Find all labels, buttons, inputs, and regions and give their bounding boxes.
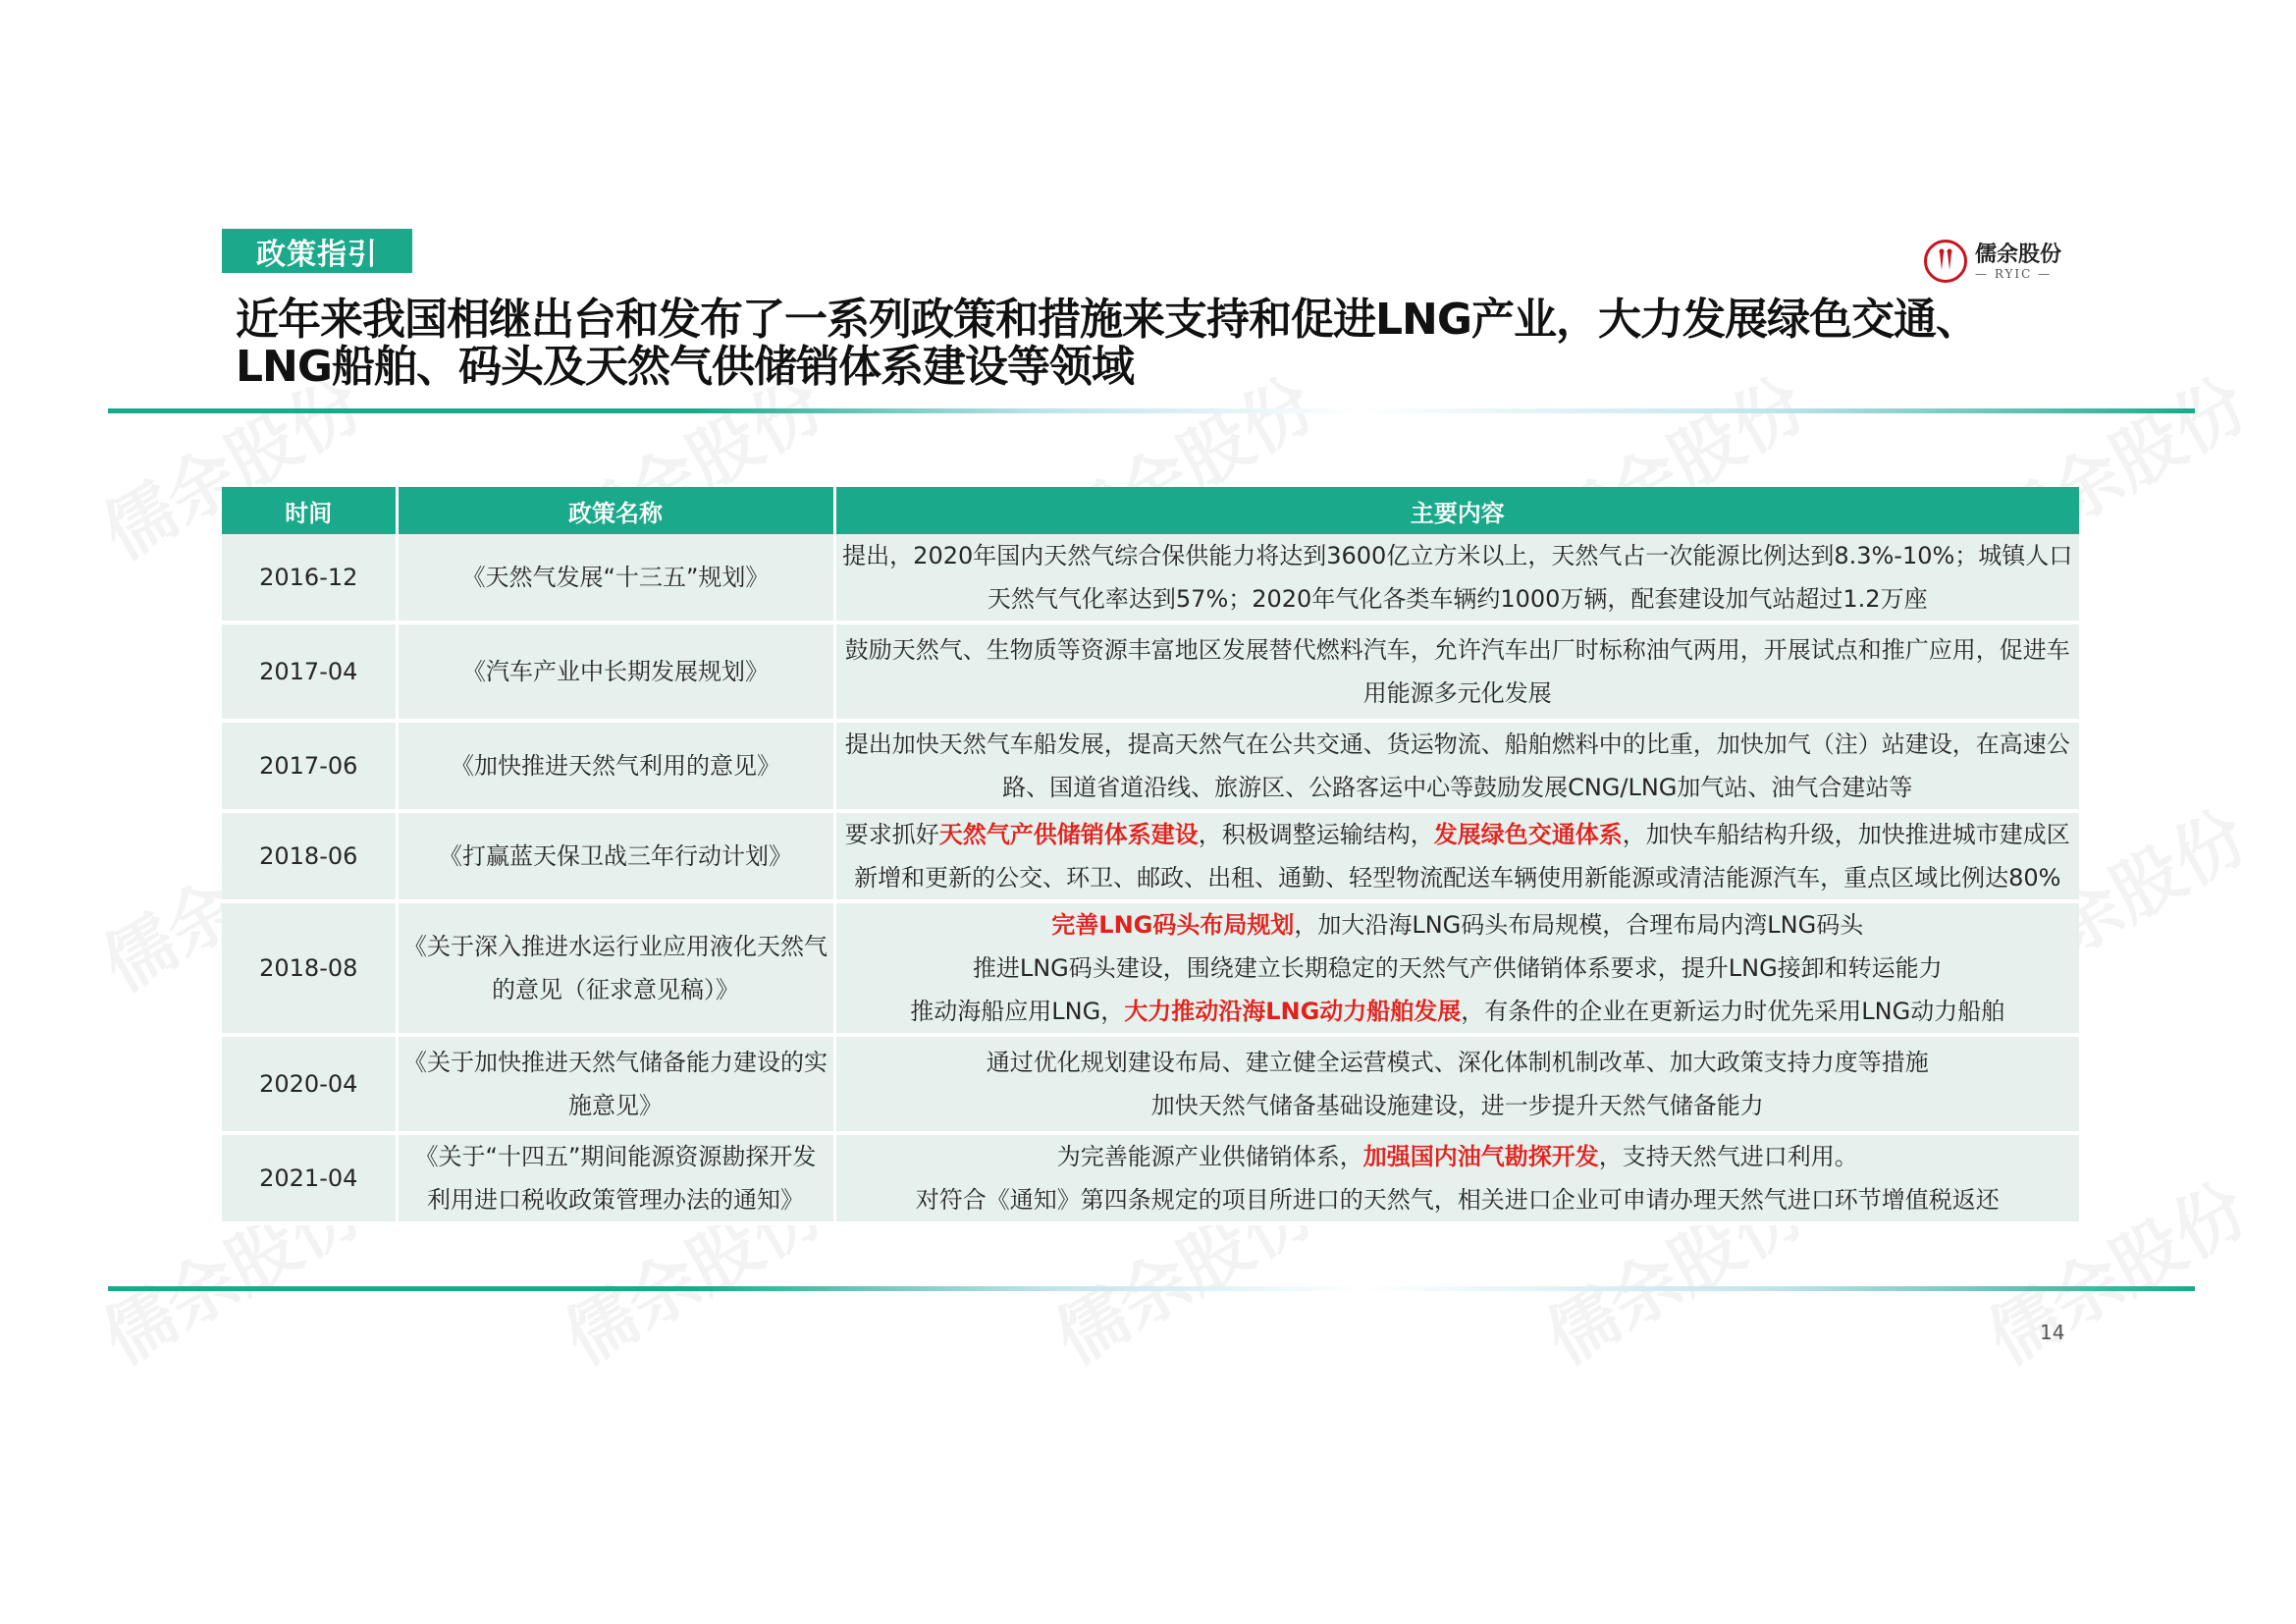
cell-policy-name: [397, 1133, 834, 1223]
cell-date: 2020-04: [222, 1035, 397, 1133]
cell-policy-name: [397, 721, 834, 811]
content-text: 用能源多元化发展: [1362, 679, 1552, 707]
content-line: [840, 1135, 2076, 1178]
policy-name-line: 《关于“十四五”期间能源资源勘探开发: [414, 1143, 817, 1170]
content-line: [840, 856, 2076, 899]
content-text: ，积极调整运输结构，: [1198, 821, 1434, 848]
content-text: ，支持天然气进口利用。: [1598, 1143, 1858, 1170]
table-row: [222, 721, 2079, 811]
cell-content: [834, 811, 2079, 901]
content-text: 提出加快天然气车船发展，提高天然气在公共交通、货运物流、船舶燃料中的比重，加快加气（注）站建设，在高速公: [844, 731, 2070, 758]
top-divider: [108, 408, 2195, 413]
highlighted-text: 加强国内油气勘探开发: [1362, 1143, 1599, 1170]
cell-content: [834, 901, 2079, 1035]
cell-date: 2016-12: [222, 534, 397, 623]
bottom-divider: [108, 1286, 2195, 1291]
policy-name-line: 利用进口税收政策管理办法的通知》: [427, 1186, 804, 1214]
content-text: 天然气气化率达到57%；2020年气化各类车辆约1000万辆，配套建设加气站超过1.2万座: [987, 585, 1928, 613]
cell-content: [834, 623, 2079, 721]
content-text: 推动海船应用LNG，: [910, 998, 1125, 1025]
cell-date: 2021-04: [222, 1133, 397, 1223]
content-text: 通过优化规划建设布局、建立健全运营模式、深化体制机制改革、加大政策支持力度等措施: [986, 1049, 1929, 1076]
content-line: [840, 990, 2076, 1033]
content-text: ，加快车船结构升级，加快推进城市建成区: [1622, 821, 2070, 848]
content-text: 对符合《通知》第四条规定的项目所进口的天然气，相关进口企业可申请办理天然气进口环节增值税返还: [915, 1186, 2000, 1214]
content-text: ，加大沿海LNG码头布局规模，合理布局内湾LNG码头: [1294, 911, 1864, 939]
table-row: [222, 1133, 2079, 1223]
table-row: [222, 1035, 2079, 1133]
cell-policy-name: [397, 534, 834, 623]
table-row: [222, 811, 2079, 901]
table-row: [222, 623, 2079, 721]
content-text: 鼓励天然气、生物质等资源丰富地区发展替代燃料汽车，允许汽车出厂时标称油气两用，开展试点和推广应用，促进车: [844, 636, 2070, 664]
cell-policy-name: [397, 1035, 834, 1133]
cell-content: [834, 1133, 2079, 1223]
policy-name-line: 《打赢蓝天保卫战三年行动计划》: [439, 842, 792, 870]
cell-policy-name: [397, 901, 834, 1035]
cell-date: 2017-06: [222, 721, 397, 811]
content-line: [840, 534, 2076, 577]
content-line: [840, 813, 2076, 856]
content-line: [840, 723, 2076, 766]
cell-date: 2017-04: [222, 623, 397, 721]
content-text: 路、国道省道沿线、旅游区、公路客运中心等鼓励发展CNG/LNG加气站、油气合建站等: [1002, 774, 1913, 801]
content-line: [840, 672, 2076, 715]
title-line-2: LNG船舶、码头及天然气供储销体系建设等领域: [236, 342, 1134, 392]
policy-name-line: 的意见（征求意见稿）》: [492, 976, 739, 1003]
cell-policy-name: [397, 811, 834, 901]
policy-name-line: 《加快推进天然气利用的意见》: [451, 752, 780, 780]
logo-subtitle: — RYIC —: [1975, 267, 2053, 281]
content-text: ，有条件的企业在更新运力时优先采用LNG动力船舶: [1461, 998, 2005, 1025]
content-line: [840, 1084, 2076, 1127]
cell-policy-name: [397, 623, 834, 721]
content-line: [840, 577, 2076, 621]
content-line: [840, 766, 2076, 809]
highlighted-text: 大力推动沿海LNG动力船舶发展: [1124, 998, 1462, 1025]
policy-name-line: 《关于加快推进天然气储备能力建设的实: [403, 1049, 828, 1076]
content-line: [840, 628, 2076, 672]
content-line: [840, 1178, 2076, 1221]
policy-table: [222, 487, 2079, 1225]
content-text: 提出，2020年国内天然气综合保供能力将达到3600亿立方米以上，天然气占一次能源比例达到8.3%-10%；城镇人口: [842, 542, 2073, 569]
content-text: 为完善能源产业供储销体系，: [1056, 1143, 1363, 1170]
cell-date: 2018-06: [222, 811, 397, 901]
page-number: 14: [2040, 1321, 2065, 1344]
content-line: [840, 947, 2076, 990]
company-logo: [1924, 234, 2071, 289]
content-text: 要求抓好: [844, 821, 939, 848]
table-row: [222, 534, 2079, 623]
content-line: [840, 903, 2076, 947]
section-tag: 政策指引: [222, 229, 412, 273]
cell-content: [834, 1035, 2079, 1133]
highlighted-text: 发展绿色交通体系: [1433, 821, 1623, 848]
title-line-1: 近年来我国相继出台和发布了一系列政策和措施来支持和促进LNG产业，大力发展绿色交通、: [236, 295, 1978, 345]
cell-date: 2018-08: [222, 901, 397, 1035]
cell-content: [834, 534, 2079, 623]
policy-name-line: 施意见》: [568, 1092, 663, 1119]
policy-name-line: 《关于深入推进水运行业应用液化天然气: [403, 933, 828, 960]
cell-content: [834, 721, 2079, 811]
logo-emblem-icon: [1924, 240, 1967, 283]
content-line: [840, 1041, 2076, 1084]
policy-name-line: 《汽车产业中长期发展规划》: [462, 658, 769, 685]
content-text: 新增和更新的公交、环卫、邮政、出租、通勤、轻型物流配送车辆使用新能源或清洁能源汽车，重点区域比例达80%: [854, 864, 2061, 892]
highlighted-text: 完善LNG码头布局规划: [1051, 911, 1295, 939]
logo-name: 儒余股份: [1975, 242, 2062, 267]
table-header-row: [222, 487, 2079, 534]
column-header-policy: 政策名称: [397, 487, 834, 534]
content-text: 加快天然气储备基础设施建设，进一步提升天然气储备能力: [1150, 1092, 1764, 1119]
column-header-date: 时间: [222, 487, 397, 534]
policy-name-line: 《天然气发展“十三五”规划》: [461, 564, 770, 591]
content-text: 推进LNG码头建设，围绕建立长期稳定的天然气产供储销体系要求，提升LNG接卸和转运能力: [972, 954, 1943, 982]
highlighted-text: 天然气产供储销体系建设: [938, 821, 1199, 848]
column-header-content: 主要内容: [834, 487, 2079, 534]
page-title: [236, 297, 2081, 391]
table-row: [222, 901, 2079, 1035]
